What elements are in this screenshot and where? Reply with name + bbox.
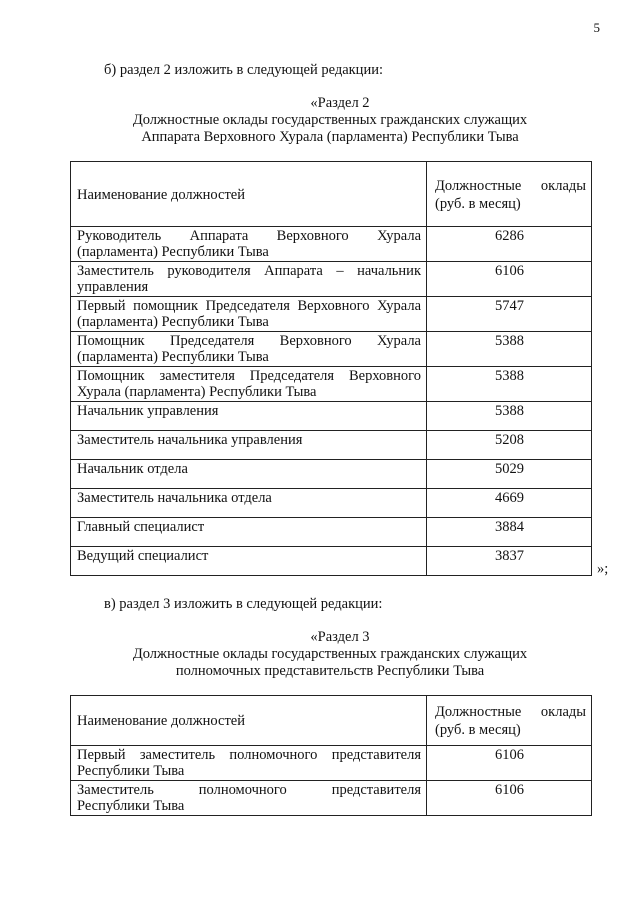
- position-name: [71, 746, 427, 781]
- position-name: [71, 332, 427, 367]
- header-salary-line2: (руб. в месяц): [435, 722, 521, 738]
- salary-value: 6106: [427, 262, 592, 297]
- position-name-line1: Первый заместитель полномочного представителя: [77, 747, 421, 763]
- position-name: [71, 227, 427, 262]
- table-row: [71, 431, 592, 460]
- table-row: [71, 547, 592, 576]
- position-name-line2: Хурала (парламента) Республики Тыва: [77, 384, 317, 400]
- table-row: [71, 518, 592, 547]
- section3-heading: [70, 629, 590, 680]
- section2-salary-table: [70, 161, 592, 576]
- salary-value: 6286: [427, 227, 592, 262]
- position-name-line1: Руководитель Аппарата Верховного Хурала: [77, 228, 421, 244]
- table-row: [71, 781, 592, 816]
- position-name: Начальник отдела: [71, 460, 427, 489]
- section2-intro: б) раздел 2 изложить в следующей редакции:: [104, 62, 383, 78]
- section3-title-line1: Должностные оклады государственных гражданских служащих: [132, 646, 528, 662]
- position-name: Заместитель начальника управления: [71, 431, 427, 460]
- salary-value: 5388: [427, 332, 592, 367]
- position-name-line2: (парламента) Республики Тыва: [77, 314, 269, 330]
- position-name-line2: Республики Тыва: [77, 798, 185, 814]
- section3-title-line2: полномочных представительств Республики Тыва: [175, 663, 485, 679]
- salary-value: 4669: [427, 489, 592, 518]
- position-name-line1: Помощник Председателя Верховного Хурала: [77, 333, 421, 349]
- section2-heading: [70, 95, 590, 146]
- salary-value: 5029: [427, 460, 592, 489]
- position-name-line1: Помощник заместителя Председателя Верховного: [77, 368, 421, 384]
- table-row: [71, 460, 592, 489]
- salary-value: 3884: [427, 518, 592, 547]
- position-name-line2: (парламента) Республики Тыва: [77, 244, 269, 260]
- header-position-name: Наименование должностей: [71, 162, 427, 227]
- position-name-line1: Первый помощник Председателя Верховного Хурала: [77, 298, 421, 314]
- section3-salary-table: [70, 695, 592, 816]
- table-row: [71, 746, 592, 781]
- table-header-row: [71, 696, 592, 746]
- salary-value: 5208: [427, 431, 592, 460]
- position-name: Ведущий специалист: [71, 547, 427, 576]
- salary-value: 3837: [427, 547, 592, 576]
- table-row: [71, 489, 592, 518]
- section3-label: «Раздел 3: [310, 629, 370, 645]
- position-name: [71, 781, 427, 816]
- salary-value: 6106: [427, 746, 592, 781]
- header-salary-line2: (руб. в месяц): [435, 195, 521, 212]
- header-salary: [427, 162, 592, 227]
- table-header-row: [71, 162, 592, 227]
- salary-value: 5388: [427, 367, 592, 402]
- salary-value: 5388: [427, 402, 592, 431]
- position-name-line2: (парламента) Республики Тыва: [77, 349, 269, 365]
- position-name: [71, 262, 427, 297]
- section2-closing-quote: »;: [597, 561, 609, 577]
- header-salary-line1: Должностные оклады: [435, 177, 586, 194]
- section2-title-line1: Должностные оклады государственных гражданских служащих: [132, 112, 528, 128]
- section2-title-line2: Аппарата Верховного Хурала (парламента) Республики Тыва: [141, 129, 519, 145]
- table-row: [71, 367, 592, 402]
- position-name-line1: Заместитель руководителя Аппарата – начальник: [77, 263, 421, 279]
- page-number: 5: [593, 20, 600, 35]
- position-name-line2: управления: [77, 279, 149, 295]
- position-name: [71, 367, 427, 402]
- salary-value: 6106: [427, 781, 592, 816]
- header-position-name: Наименование должностей: [71, 696, 427, 746]
- section2-label: «Раздел 2: [310, 95, 370, 111]
- position-name: Начальник управления: [71, 402, 427, 431]
- table-row: [71, 262, 592, 297]
- table-row: [71, 227, 592, 262]
- header-salary-line1: Должностные оклады: [435, 704, 586, 720]
- position-name: [71, 297, 427, 332]
- table-row: [71, 332, 592, 367]
- position-name: Заместитель начальника отдела: [71, 489, 427, 518]
- table-row: [71, 297, 592, 332]
- table-row: [71, 402, 592, 431]
- salary-value: 5747: [427, 297, 592, 332]
- position-name: Главный специалист: [71, 518, 427, 547]
- section3-intro: в) раздел 3 изложить в следующей редакции:: [104, 596, 383, 612]
- position-name-line1: Заместитель полномочного представителя: [77, 782, 421, 798]
- header-salary: [427, 696, 592, 746]
- position-name-line2: Республики Тыва: [77, 763, 185, 779]
